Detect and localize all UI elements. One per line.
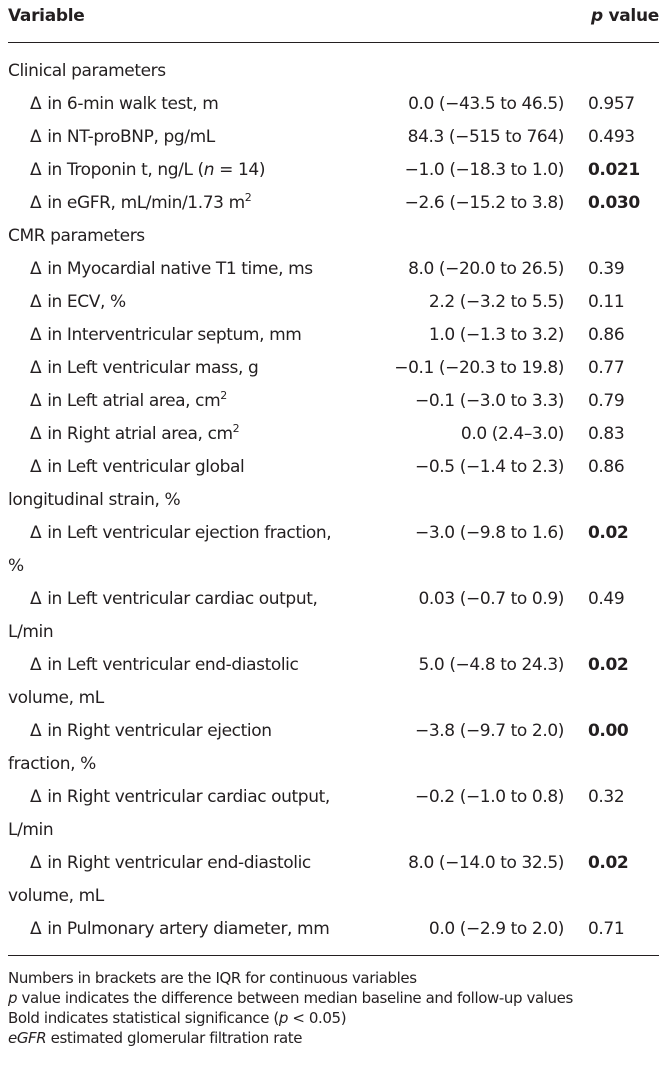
- row-label-text: in Left atrial area, cm: [47, 391, 221, 411]
- footnote-2: [8, 988, 663, 1008]
- row-median-iqr: 8.0 (−20.0 to 26.5): [408, 259, 564, 279]
- row-p-value: 0.79: [588, 391, 625, 411]
- row-label-continuation: L/min: [8, 622, 54, 642]
- footnote-4-text: estimated glomerular filtration rate: [46, 1029, 303, 1047]
- row-label: [8, 517, 332, 576]
- row-label-text: in Right ventricular end-diastolic: [47, 853, 311, 873]
- row-p-value: 0.71: [588, 919, 625, 939]
- delta-symbol: Δ: [30, 655, 42, 675]
- row-median-iqr: −2.6 (−15.2 to 3.8): [404, 193, 564, 213]
- row-median-iqr: 8.0 (−14.0 to 32.5): [408, 853, 564, 873]
- row-label: [30, 418, 239, 451]
- row-label-text: in Right atrial area, cm: [47, 424, 233, 444]
- delta-symbol: Δ: [30, 193, 42, 213]
- row-label-superscript: 2: [220, 389, 227, 402]
- row-p-value-significant: 0.00: [588, 721, 629, 741]
- footnote-2-text: value indicates the difference between median baseline and follow-up values: [17, 989, 573, 1007]
- footnote-2-italic: p: [8, 989, 18, 1007]
- delta-symbol: Δ: [30, 292, 42, 312]
- row-p-value: 0.39: [588, 259, 625, 279]
- row-label-text: in Interventricular septum, mm: [47, 325, 302, 345]
- delta-symbol: Δ: [30, 358, 42, 378]
- row-p-value: 0.49: [588, 589, 625, 609]
- row-label-text: in Troponin t, ng/L (: [47, 160, 204, 180]
- row-median-iqr: −0.1 (−3.0 to 3.3): [415, 391, 564, 411]
- row-label: [30, 121, 215, 154]
- row-p-value: 0.77: [588, 358, 625, 378]
- row-median-iqr: −1.0 (−18.3 to 1.0): [404, 160, 564, 180]
- row-label-text-end: = 14): [214, 160, 266, 180]
- header-p-value: [591, 6, 659, 26]
- row-label: [8, 583, 318, 642]
- footnote-1: [8, 968, 663, 988]
- row-label-text: in Left ventricular mass, g: [47, 358, 259, 378]
- section-title: CMR parameters: [8, 226, 145, 246]
- row-label: [8, 451, 245, 510]
- header-p-rest: value: [602, 6, 659, 26]
- row-p-value: 0.32: [588, 787, 625, 807]
- row-p-value: 0.86: [588, 325, 625, 345]
- row-label: [30, 913, 329, 946]
- footnote-4: [8, 1028, 663, 1048]
- row-label: [30, 253, 313, 286]
- top-rule: [8, 42, 659, 43]
- row-label: [8, 781, 330, 840]
- delta-symbol: Δ: [30, 94, 42, 114]
- row-p-value-significant: 0.02: [588, 523, 629, 543]
- delta-symbol: Δ: [30, 721, 42, 741]
- row-label-text: in Right ventricular ejection: [47, 721, 272, 741]
- row-p-value-significant: 0.021: [588, 160, 640, 180]
- row-p-value-significant: 0.030: [588, 193, 640, 213]
- footnote-1-text: Numbers in brackets are the IQR for continuous variables: [8, 969, 417, 987]
- row-label-continuation: volume, mL: [8, 688, 104, 708]
- row-p-value: 0.957: [588, 94, 635, 114]
- header-variable: Variable: [8, 6, 85, 26]
- row-label-continuation: %: [8, 556, 24, 576]
- row-label: [30, 385, 227, 418]
- footnote-3: [8, 1008, 663, 1028]
- table-header: [8, 6, 659, 28]
- row-p-value-significant: 0.02: [588, 853, 629, 873]
- row-p-value: 0.493: [588, 127, 635, 147]
- row-p-value-significant: 0.02: [588, 655, 629, 675]
- row-label-continuation: volume, mL: [8, 886, 104, 906]
- delta-symbol: Δ: [30, 589, 42, 609]
- footnote-3-text-end: < 0.05): [288, 1009, 347, 1027]
- footnote-3-italic: p: [278, 1009, 288, 1027]
- row-median-iqr: −0.5 (−1.4 to 2.3): [415, 457, 564, 477]
- delta-symbol: Δ: [30, 127, 42, 147]
- row-label-text: in eGFR, mL/min/1.73 m: [47, 193, 245, 213]
- row-label-text: in ECV, %: [47, 292, 126, 312]
- header-p-italic: p: [590, 6, 603, 26]
- row-label-continuation: longitudinal strain, %: [8, 490, 181, 510]
- footnote-3-text: Bold indicates statistical significance (: [8, 1009, 279, 1027]
- row-label: [8, 715, 272, 774]
- row-median-iqr: −0.1 (−20.3 to 19.8): [394, 358, 564, 378]
- footnote-4-italic: eGFR: [8, 1029, 47, 1047]
- delta-symbol: Δ: [30, 787, 42, 807]
- row-label-continuation: L/min: [8, 820, 54, 840]
- row-median-iqr: 0.0 (−43.5 to 46.5): [408, 94, 564, 114]
- row-label: [30, 319, 301, 352]
- row-label: [8, 847, 311, 906]
- row-label-text: in Left ventricular cardiac output,: [47, 589, 318, 609]
- row-median-iqr: −3.8 (−9.7 to 2.0): [415, 721, 564, 741]
- delta-symbol: Δ: [30, 160, 42, 180]
- row-label: [8, 649, 299, 708]
- row-label-text: in 6-min walk test, m: [47, 94, 219, 114]
- row-p-value: 0.86: [588, 457, 625, 477]
- row-label-text: in Left ventricular end-diastolic: [47, 655, 299, 675]
- row-median-iqr: −0.2 (−1.0 to 0.8): [415, 787, 564, 807]
- delta-symbol: Δ: [30, 457, 42, 477]
- row-label-text: in Right ventricular cardiac output,: [47, 787, 330, 807]
- row-label-superscript: 2: [232, 422, 240, 435]
- section-title: Clinical parameters: [8, 61, 166, 81]
- delta-symbol: Δ: [30, 391, 42, 411]
- bottom-rule: [8, 955, 659, 956]
- delta-symbol: Δ: [30, 919, 42, 939]
- row-label-text: in Left ventricular global: [47, 457, 245, 477]
- row-median-iqr: 0.0 (−2.9 to 2.0): [428, 919, 564, 939]
- row-label-text: in Left ventricular ejection fraction,: [47, 523, 332, 543]
- row-median-iqr: 5.0 (−4.8 to 24.3): [418, 655, 564, 675]
- row-median-iqr: 0.03 (−0.7 to 0.9): [418, 589, 564, 609]
- row-label: [30, 88, 218, 121]
- delta-symbol: Δ: [30, 523, 42, 543]
- row-label-text: in Myocardial native T1 time, ms: [47, 259, 313, 279]
- row-label-continuation: fraction, %: [8, 754, 96, 774]
- delta-symbol: Δ: [30, 424, 42, 444]
- row-label-text: in NT-proBNP, pg/mL: [47, 127, 215, 147]
- row-label-superscript: 2: [244, 191, 252, 204]
- row-label: [30, 352, 258, 385]
- row-p-value: 0.83: [588, 424, 625, 444]
- row-label: [30, 187, 251, 220]
- row-median-iqr: 2.2 (−3.2 to 5.5): [428, 292, 564, 312]
- row-median-iqr: 0.0 (2.4–3.0): [460, 424, 564, 444]
- delta-symbol: Δ: [30, 853, 42, 873]
- row-median-iqr: 84.3 (−515 to 764): [407, 127, 564, 147]
- row-label-italic: n: [203, 160, 215, 180]
- row-label: [30, 286, 126, 319]
- row-p-value: 0.11: [588, 292, 625, 312]
- row-label: [30, 154, 265, 187]
- row-median-iqr: −3.0 (−9.8 to 1.6): [415, 523, 564, 543]
- footnotes: [8, 968, 663, 1048]
- row-median-iqr: 1.0 (−1.3 to 3.2): [428, 325, 564, 345]
- delta-symbol: Δ: [30, 325, 42, 345]
- delta-symbol: Δ: [30, 259, 42, 279]
- row-label-text: in Pulmonary artery diameter, mm: [47, 919, 330, 939]
